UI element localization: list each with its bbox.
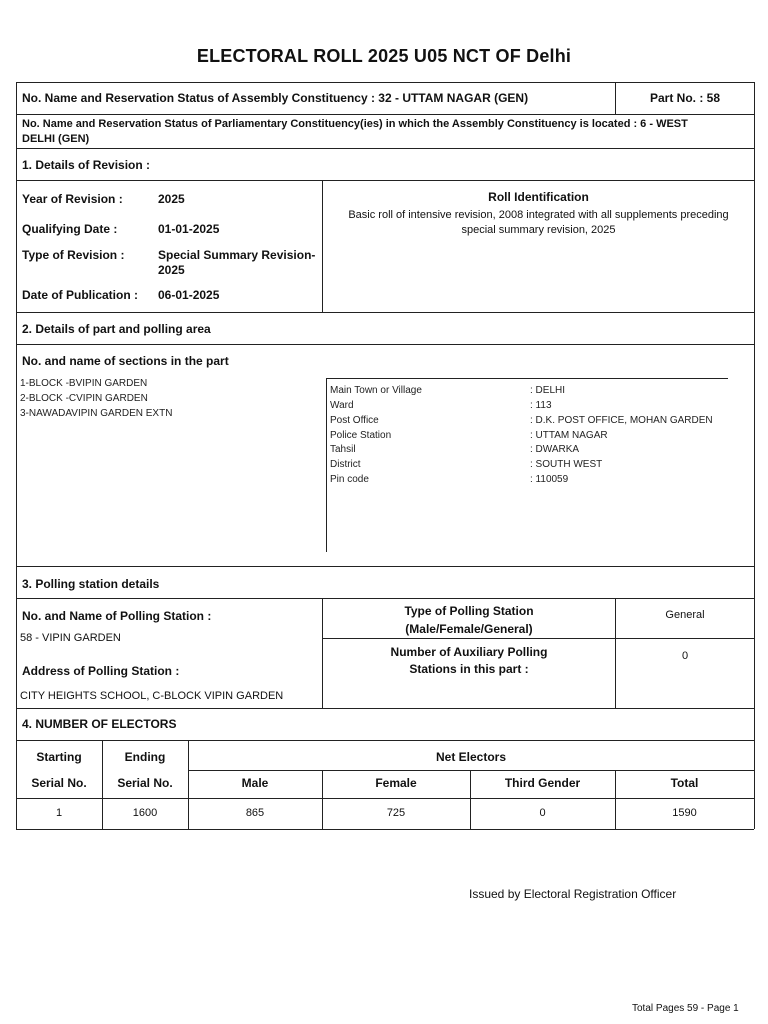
third-gender-value: 0 (539, 807, 546, 819)
part-area-heading: 2. Details of part and polling area (22, 322, 211, 336)
table-border (16, 312, 754, 313)
detail-label: District (330, 459, 361, 470)
net-electors-header: Net Electors (435, 750, 507, 764)
type-of-revision-value-line1: Special Summary Revision- (158, 248, 316, 262)
male-header: Male (241, 776, 269, 790)
section-item: 1-BLOCK -BVIPIN GARDEN (20, 378, 148, 389)
table-border (754, 82, 755, 829)
section-item: 2-BLOCK -CVIPIN GARDEN (20, 393, 148, 404)
detail-value: : 110059 (530, 474, 569, 485)
table-border (615, 82, 616, 114)
polling-station-type-value: General (665, 609, 705, 621)
electors-heading: 4. NUMBER OF ELECTORS (22, 717, 177, 731)
polling-station-address-label: Address of Polling Station : (22, 664, 180, 678)
detail-label: Main Town or Village (330, 385, 422, 396)
table-border (16, 180, 754, 181)
total-value: 1590 (672, 807, 697, 819)
qualifying-date-value: 01-01-2025 (158, 222, 220, 236)
table-border (322, 638, 754, 639)
polling-heading: 3. Polling station details (22, 577, 160, 591)
table-border (16, 740, 754, 741)
starting-serial-header-line2: Serial No. (31, 776, 87, 790)
table-border (16, 344, 754, 345)
details-box-border (326, 378, 327, 552)
parliamentary-constituency-line2: DELHI (GEN) (22, 133, 90, 145)
date-of-publication-value: 06-01-2025 (158, 288, 220, 302)
section-item: 3-NAWADAVIPIN GARDEN EXTN (20, 408, 173, 419)
auxiliary-stations-label-line2: Stations in this part : (409, 662, 529, 676)
table-border (16, 148, 754, 149)
female-header: Female (375, 776, 417, 790)
table-border (16, 598, 754, 599)
male-value: 865 (245, 807, 265, 819)
document-title: ELECTORAL ROLL 2025 U05 NCT OF Delhi (196, 46, 572, 66)
table-border (16, 82, 754, 83)
table-border (16, 114, 754, 115)
assembly-constituency: No. Name and Reservation Status of Assembly Constituency : 32 - UTTAM NAGAR (GEN) (22, 91, 529, 105)
polling-station-name-value: 58 - VIPIN GARDEN (20, 632, 121, 644)
type-of-revision-value-line2: 2025 (158, 263, 185, 277)
detail-label: Tahsil (330, 444, 356, 455)
part-number: Part No. : 58 (650, 91, 721, 105)
table-border (16, 82, 17, 829)
auxiliary-stations-label: Number of Auxiliary Polling (390, 645, 548, 659)
details-box-border (326, 378, 728, 379)
ending-serial-value: 1600 (132, 807, 158, 819)
polling-station-type-label-line2: (Male/Female/General) (405, 622, 533, 636)
detail-label: Ward (330, 400, 354, 411)
date-of-publication-label: Date of Publication : (22, 288, 139, 302)
auxiliary-stations-value: 0 (681, 650, 689, 662)
detail-value: : D.K. POST OFFICE, MOHAN GARDEN (530, 415, 713, 426)
year-of-revision-label: Year of Revision : (22, 192, 123, 206)
roll-identification-heading: Roll Identification (488, 190, 589, 204)
starting-serial-header: Starting (36, 750, 82, 764)
type-of-revision-label: Type of Revision : (22, 248, 125, 262)
female-value: 725 (386, 807, 406, 819)
parliamentary-constituency-line1: No. Name and Reservation Status of Parliamentary Constituency(ies) in which the Assembly Constituency is located : 6 - WEST (22, 118, 688, 130)
polling-station-type-label: Type of Polling Station (404, 604, 534, 618)
polling-station-name-label: No. and Name of Polling Station : (22, 609, 212, 623)
detail-value: : 113 (530, 400, 552, 411)
detail-value: : UTTAM NAGAR (530, 430, 608, 441)
revision-heading: 1. Details of Revision : (22, 158, 151, 172)
detail-value: : DELHI (530, 385, 566, 396)
table-border (188, 770, 754, 771)
detail-value: : DWARKA (530, 444, 580, 455)
year-of-revision-value: 2025 (158, 192, 185, 206)
detail-label: Pin code (330, 474, 369, 485)
table-border (16, 798, 754, 799)
total-header: Total (670, 776, 699, 790)
detail-label: Police Station (330, 430, 392, 441)
roll-identification-line1: Basic roll of intensive revision, 2008 integrated with all supplements preceding (348, 209, 729, 221)
starting-serial-value: 1 (55, 807, 63, 819)
roll-identification-line2: special summary revision, 2025 (461, 224, 616, 236)
sections-heading: No. and name of sections in the part (22, 354, 229, 368)
detail-value: : SOUTH WEST (530, 459, 603, 470)
page-counter: Total Pages 59 - Page 1 (632, 1003, 739, 1014)
table-border (16, 829, 754, 830)
ending-serial-header-line2: Serial No. (117, 776, 173, 790)
table-border (16, 566, 754, 567)
issued-by: Issued by Electoral Registration Officer (469, 887, 677, 901)
detail-label: Post Office (330, 415, 379, 426)
third-gender-header: Third Gender (504, 776, 581, 790)
table-border (16, 708, 754, 709)
qualifying-date-label: Qualifying Date : (22, 222, 118, 236)
polling-station-address-value: CITY HEIGHTS SCHOOL, C-BLOCK VIPIN GARDEN (20, 690, 284, 702)
ending-serial-header: Ending (124, 750, 166, 764)
